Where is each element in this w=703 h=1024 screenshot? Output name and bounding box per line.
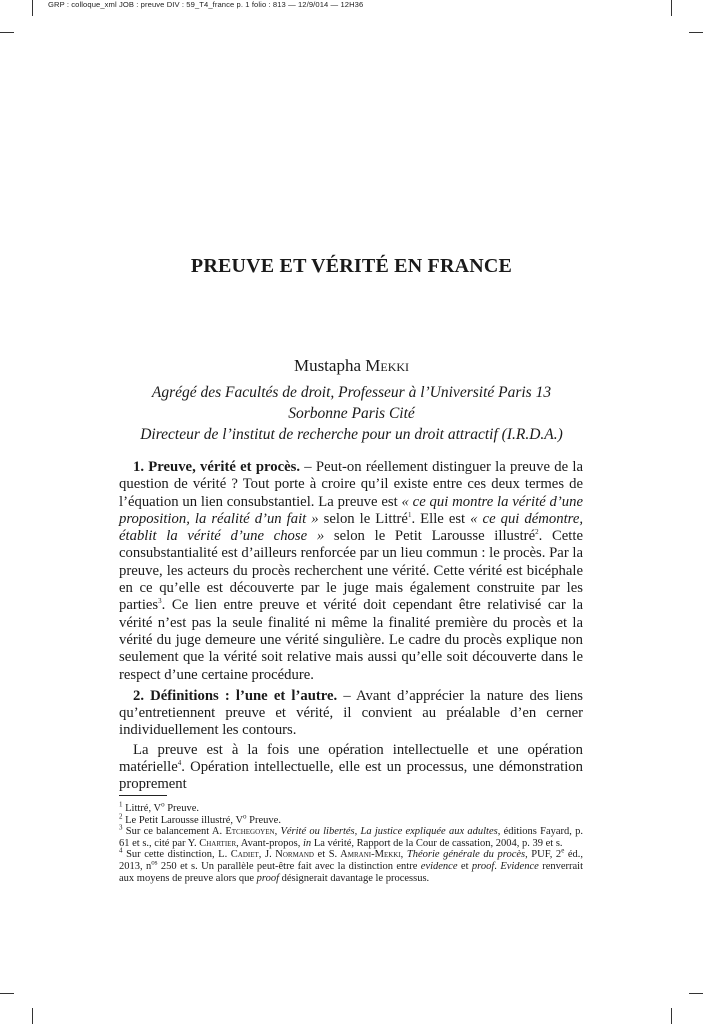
- paragraph-heading: 2. Définitions : l’une et l’autre.: [133, 687, 338, 704]
- paragraph-2: 2. Définitions : l’une et l’autre. – Avant d’apprécier la nature des liens qu’entretiennent preuve et vérité, il convient au préalable d’en cerner individuellement les contours.: [119, 687, 584, 739]
- crop-mark-left-bottom: [0, 993, 14, 994]
- paragraph-1: 1. Preuve, vérité et procès. – Peut-on réellement distinguer la preuve de la question de vérité ? Tout porte à croire qu’il existe entre ces deux termes de l’équation un lien consubstantiel. La preuve est « ce qui montre la vérité d’une proposition, la réalité d’un fait » selon le Littré$^1$. Elle est « ce qui démontre, établit la vérité d’une chose » selon le Petit Larousse illustré$^2$. Cette consubstantialité est d’ailleurs renforcée par un lieu commun : le procès. Par la preuve, les acteurs du procès recherchent une vérité. Cette vérité est bicéphale en ce qu’elle est découverte par le juge mais également construite par les parties$^3$. Ce lien entre preuve et vérité doit cependant être relativisé car la vérité n’est pas la seule finalité ni même la finalité première du procès et la vérité du juge demeure une vérité singulière. Le cadre du procès explique non seulement que la vérité soit relative mais aussi qu’elle soit découverte dans le respect d’une certaine procédure.: [119, 459, 584, 683]
- crop-mark-right-top: [689, 32, 703, 33]
- footnote-ref: 1: [407, 511, 412, 519]
- crop-mark-top-right: [671, 0, 672, 16]
- author-name: Mustapha Mekki: [293, 356, 410, 375]
- article-body: [119, 459, 583, 798]
- paragraph-3: La preuve est à la fois une opération intellectuelle et une opération matérielle$^4$. Opération intellectuelle, elle est un processus, une démonstration proprement: [119, 741, 583, 793]
- print-job-header: GRP : colloque_xml JOB : preuve DIV : 59_T4_france p. 1 folio : 813 — 12/9/014 — 12H36: [48, 0, 364, 9]
- footnote-ref: 4: [177, 759, 182, 768]
- crop-mark-top-left: [32, 0, 33, 16]
- footnote-4: $^4$ Sur cette distinction, L. Cadiet, J. Normand et S. Amrani-Mekki, Théorie générale du procès, PUF, 2e éd., 2013, $n^{os}$ 250 et s. Un parallèle peut-être fait avec la distinction entre evidence et proof. Evidence renverrait aux moyens de preuve alors que proof désignerait davantage le processus.: [119, 846, 584, 884]
- crop-mark-bottom-left: [32, 1008, 33, 1024]
- crop-mark-right-bottom: [689, 993, 703, 994]
- footnote-ref: 2: [535, 528, 539, 537]
- crop-mark-left-top: [0, 32, 14, 33]
- footnote-3: $^3$ Sur ce balancement A. Etchegoyen, Vérité ou libertés, La justice expliquée aux adultes, éditions Fayard, p. 61 et s., cité par Y. Chartier, Avant-propos, in La vérité, Rapport de la Cour de cassation, 2004, p. 39 et s.: [119, 823, 584, 849]
- affiliation-line-1: Agrégé des Facultés de droit, Professeur à l’Université Paris 13: [151, 384, 552, 401]
- footnote-1: $^1$ Littré, $V^o$ Preuve.: [119, 800, 200, 814]
- paragraph-heading: 1. Preuve, vérité et procès.: [133, 459, 301, 475]
- crop-mark-bottom-right: [671, 1008, 672, 1024]
- footnote-2: $^2$ Le Petit Larousse illustré, $V^o$ Preuve.: [119, 812, 281, 826]
- affiliation-line-3: Directeur de l’institut de recherche pour un droit attractif (I.R.D.A.): [140, 426, 563, 443]
- affiliation-line-2: Sorbonne Paris Cité: [288, 405, 415, 422]
- footnote-ref: 3: [158, 597, 162, 606]
- article-title: PREUVE ET VÉRITÉ EN FRANCE: [190, 255, 513, 277]
- footnotes: [119, 800, 584, 884]
- footnote-separator: [119, 795, 167, 796]
